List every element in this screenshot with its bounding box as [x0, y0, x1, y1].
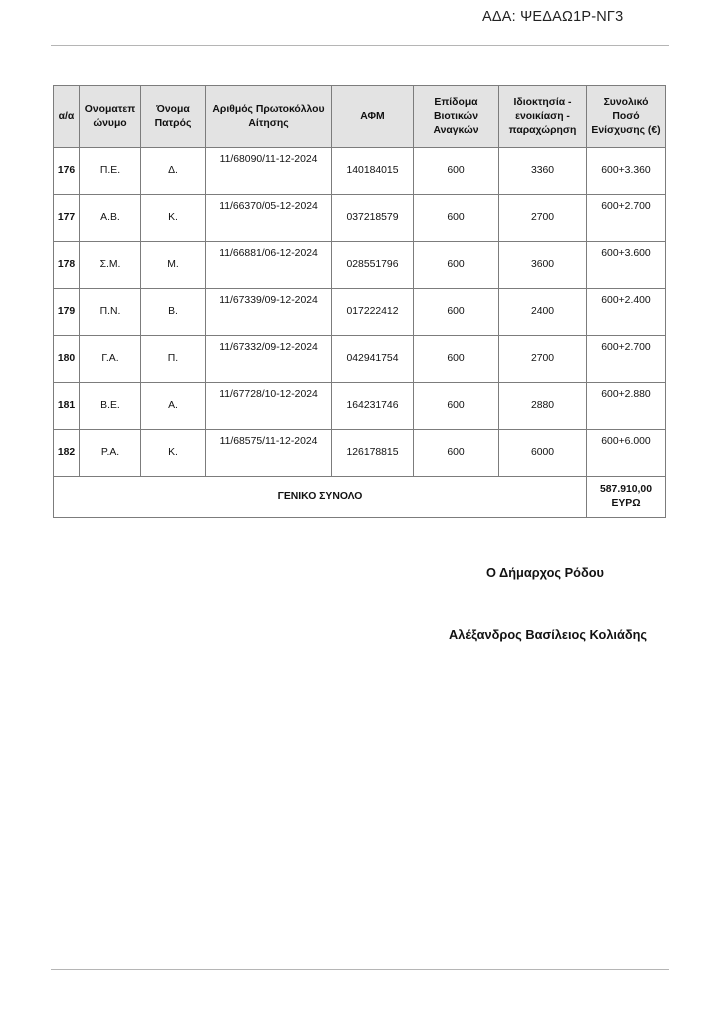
cell-protocol-number: 11/67728/10-12-2024 — [206, 383, 332, 430]
cell-living-allowance: 600 — [414, 148, 499, 195]
table-row — [54, 383, 666, 430]
header-divider — [51, 45, 669, 46]
cell-property: 2400 — [499, 289, 587, 336]
cell-father-name: Κ. — [141, 195, 206, 242]
cell-father-name: Π. — [141, 336, 206, 383]
table-row — [54, 336, 666, 383]
cell-index: 180 — [54, 336, 80, 383]
table-row — [54, 195, 666, 242]
cell-total-amount: 600+6.000 — [587, 430, 666, 477]
col-header-name: Ονοματεπ ώνυμο — [80, 86, 141, 148]
cell-living-allowance: 600 — [414, 195, 499, 242]
cell-father-name: Κ. — [141, 430, 206, 477]
cell-living-allowance: 600 — [414, 336, 499, 383]
cell-name: Π.Ν. — [80, 289, 141, 336]
total-currency: ΕΥΡΩ — [611, 498, 641, 509]
cell-index: 176 — [54, 148, 80, 195]
cell-protocol-number: 11/68090/11-12-2024 — [206, 148, 332, 195]
total-cell — [587, 477, 666, 518]
cell-index: 178 — [54, 242, 80, 289]
cell-index: 182 — [54, 430, 80, 477]
cell-total-amount: 600+3.360 — [587, 148, 666, 195]
cell-name: Π.Ε. — [80, 148, 141, 195]
cell-name: Α.Β. — [80, 195, 141, 242]
col-header-total-amount: Συνολικό Ποσό Ενίσχυσης (€) — [587, 86, 666, 148]
table-row — [54, 242, 666, 289]
cell-afm: 042941754 — [332, 336, 414, 383]
col-header-protocol-number: Αριθμός Πρωτοκόλλου Αίτησης — [206, 86, 332, 148]
cell-afm: 140184015 — [332, 148, 414, 195]
cell-name: Ρ.Α. — [80, 430, 141, 477]
cell-afm: 037218579 — [332, 195, 414, 242]
cell-index: 181 — [54, 383, 80, 430]
cell-total-amount: 600+2.400 — [587, 289, 666, 336]
cell-total-amount: 600+2.700 — [587, 195, 666, 242]
cell-father-name: Δ. — [141, 148, 206, 195]
col-header-afm: ΑΦΜ — [332, 86, 414, 148]
cell-protocol-number: 11/67332/09-12-2024 — [206, 336, 332, 383]
cell-index: 177 — [54, 195, 80, 242]
cell-name: Γ.Α. — [80, 336, 141, 383]
table-row — [54, 148, 666, 195]
table-row — [54, 289, 666, 336]
cell-property: 2880 — [499, 383, 587, 430]
cell-property: 2700 — [499, 195, 587, 242]
table-header-row — [54, 86, 666, 148]
cell-protocol-number: 11/66370/05-12-2024 — [206, 195, 332, 242]
cell-father-name: Β. — [141, 289, 206, 336]
col-header-living-allowance: Επίδομα Βιοτικών Αναγκών — [414, 86, 499, 148]
cell-father-name: Μ. — [141, 242, 206, 289]
cell-name: Β.Ε. — [80, 383, 141, 430]
cell-property: 3600 — [499, 242, 587, 289]
col-header-index: α/α — [54, 86, 80, 148]
cell-property: 3360 — [499, 148, 587, 195]
cell-father-name: Α. — [141, 383, 206, 430]
cell-afm: 028551796 — [332, 242, 414, 289]
cell-protocol-number: 11/66881/06-12-2024 — [206, 242, 332, 289]
beneficiaries-table — [53, 85, 666, 518]
cell-index: 179 — [54, 289, 80, 336]
table-row — [54, 430, 666, 477]
ada-code: ΑΔΑ: ΨΕΔΑΩ1Ρ-ΝΓ3 — [482, 9, 624, 25]
total-label: ΓΕΝΙΚΟ ΣΥΝΟΛΟ — [54, 477, 587, 518]
signature-name: Αλέξανδρος Βασίλειος Κολιάδης — [449, 627, 648, 642]
cell-living-allowance: 600 — [414, 430, 499, 477]
cell-living-allowance: 600 — [414, 383, 499, 430]
cell-total-amount: 600+3.600 — [587, 242, 666, 289]
cell-property: 6000 — [499, 430, 587, 477]
total-row — [54, 477, 666, 518]
total-amount: 587.910,00 — [599, 484, 652, 495]
cell-afm: 017222412 — [332, 289, 414, 336]
col-header-father-name: Όνομα Πατρός — [141, 86, 206, 148]
col-header-property: Ιδιοκτησία - ενοικίαση - παραχώρηση — [499, 86, 587, 148]
footer-divider — [51, 969, 669, 970]
cell-total-amount: 600+2.880 — [587, 383, 666, 430]
cell-protocol-number: 11/67339/09-12-2024 — [206, 289, 332, 336]
cell-afm: 164231746 — [332, 383, 414, 430]
cell-afm: 126178815 — [332, 430, 414, 477]
signature-title: Ο Δήμαρχος Ρόδου — [486, 565, 604, 580]
cell-total-amount: 600+2.700 — [587, 336, 666, 383]
cell-protocol-number: 11/68575/11-12-2024 — [206, 430, 332, 477]
cell-name: Σ.Μ. — [80, 242, 141, 289]
cell-property: 2700 — [499, 336, 587, 383]
cell-living-allowance: 600 — [414, 289, 499, 336]
cell-living-allowance: 600 — [414, 242, 499, 289]
